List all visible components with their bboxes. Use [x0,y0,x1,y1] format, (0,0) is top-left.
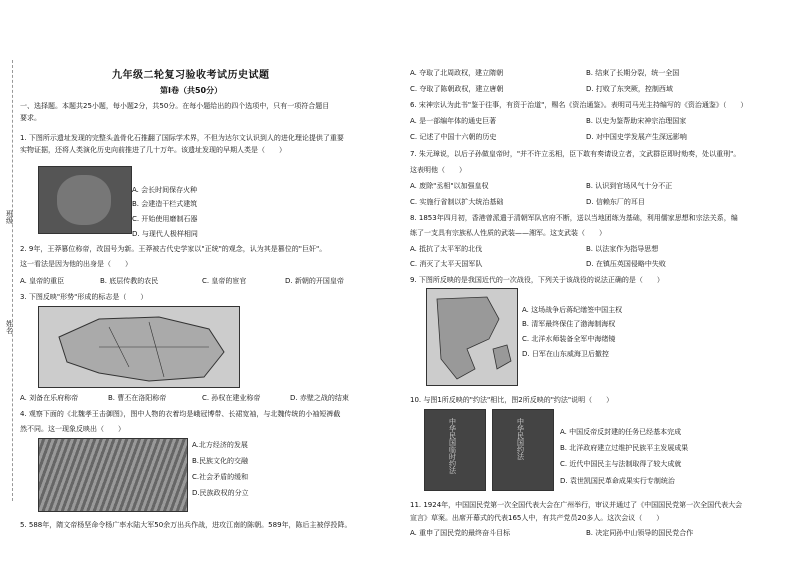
q5-option-a[interactable]: A. 夺取了北周政权，建立隋朝 [410,69,504,77]
q3-option-a[interactable]: A. 刘备在乐府称帝 [20,394,79,402]
q8-option-c[interactable]: C. 消灭了太平天国军队 [410,260,483,268]
q10-image-1-caption: 中华民国临时约法 [448,418,457,474]
q9-option-a[interactable]: A. 这场战争后蒋纪缮签中国主权 [522,306,623,314]
q7-stem-1: 7. 朱元璋说，以后子孙做皇帝时，"并不许立丞相，臣下敢有奏请设立者，文武群臣即时劾奏，处以重刑"。 [410,150,741,158]
q9-option-b[interactable]: B. 清军最终保住了渤海制海权 [522,320,616,328]
q6-option-b[interactable]: B. 以史为鉴帮助宋神宗治理国家 [586,117,687,125]
q2-stem-1: 2. 9年，王莽篡位称帝，改国号为新。王莽被古代史学家以"正统"的观念，认为其是篡位的"巨奸"。 [20,245,327,253]
q8-option-d[interactable]: D. 在镇压英国侵略中失败 [586,260,666,268]
q1-photo [38,166,132,234]
q5-option-b[interactable]: B. 结束了长期分裂，统一全国 [586,69,680,77]
q7-option-d[interactable]: D. 信赖东厂的耳目 [586,198,645,206]
q3-option-c[interactable]: C. 孙权在建业称帝 [202,394,261,402]
q4-stem-1: 4. 观察下面的《北魏孝王击御图》，图中人物的衣着均是峨冠博带、长裙宽袖，与北魏传统的小袖短裤截 [20,410,341,418]
q8-stem-1: 8. 1853年四月初，香港曾派遣于清朝军队官府不断，送以当地团练为基础，利用儒家思想和宗法关系，编 [410,214,738,222]
q5-stem: 5. 588年，隋文帝杨坚命令杨广率水陆大军50余万出兵作战，进攻江南的陈朝。589年，陈后主被俘投降。 [20,521,352,529]
q3-map [38,306,240,388]
q3-option-d[interactable]: D. 赤壁之战的结束 [290,394,349,402]
q1-option-a[interactable]: A. 会长时间保存火种 [132,186,198,194]
q4-stem-2: 然不同。这一现象反映出（ ） [20,425,125,433]
margin-label-name: 姓名 [5,320,14,334]
map-outline-icon [39,307,239,387]
q11-option-a[interactable]: A. 重申了国民党的最终奋斗目标 [410,529,511,537]
q10-stem: 10. 与图1所反映的"约法"相比，图2所反映的"约法"说明（ ） [410,396,614,404]
q1-stem-2: 实物证据，还将人类演化历史向前推进了几十万年。该遗址发现的早期人类是（ ） [20,146,286,154]
instructions-line-2: 要求。 [20,114,41,122]
section-heading: 第Ⅰ卷（共50分） [160,86,223,95]
q2-stem-2: 这一看法是因为他的出身是（ ） [20,260,132,268]
q10-image-2 [492,409,554,491]
q9-option-d[interactable]: D. 日军在山东威海卫后撤控 [522,350,609,358]
q5-option-d[interactable]: D. 打败了东突厥，控制西域 [586,85,673,93]
q4-painting [38,438,188,512]
q6-option-a[interactable]: A. 是一部编年体的通史巨著 [410,117,497,125]
q10-image-1 [424,409,486,491]
q10-option-d[interactable]: D. 袁世凯国民革命成果实行专制统治 [560,477,675,485]
right-page [410,0,782,561]
q8-stem-2: 练了一支具有宗族私人性质的武装——湘军。这支武装（ ） [410,229,606,237]
q3-stem: 3. 下图反映"形势"形成的标志是（ ） [20,293,148,301]
q8-option-a[interactable]: A. 抵抗了太平军的北伐 [410,245,483,253]
q4-option-b[interactable]: B.民族文化的交融 [192,457,249,465]
q7-option-c[interactable]: C. 实施行省制以扩大统治基础 [410,198,504,206]
q7-option-b[interactable]: B. 认识到官场风气十分不正 [586,182,673,190]
sea-battle-map-icon [427,289,517,385]
q4-option-a[interactable]: A.北方经济的发展 [192,441,248,449]
q6-option-d[interactable]: D. 对中国史学发展产生深远影响 [586,133,687,141]
instructions-line-1: 一、选择题。本题共25小题，每小题2分，共50分。在每小题给出的四个选项中，只有一项符合题目 [20,102,330,110]
q3-option-b[interactable]: B. 曹丕在洛阳称帝 [108,394,167,402]
exam-title: 九年级二轮复习验收考试历史试题 [112,70,270,81]
left-page [20,0,395,561]
q7-option-a[interactable]: A. 废除"丞相"以加强皇权 [410,182,489,190]
q11-option-b[interactable]: B. 决定同孙中山领导的国民党合作 [586,529,694,537]
q2-option-c[interactable]: C. 皇帝的宦官 [202,277,247,285]
q5-option-c[interactable]: C. 夺取了陈朝政权，建立唐朝 [410,85,504,93]
q11-stem-2: 宣言》草案。出席开幕式的代表165人中，有共产党员20多人。这次会议（ ） [410,514,664,522]
q1-option-d[interactable]: D. 与现代人极样相同 [132,230,198,238]
q10-option-a[interactable]: A. 中国反帝反封建的任务已经基本完成 [560,428,682,436]
q9-map [426,288,518,386]
margin-label-class: 班级 [5,210,14,224]
q10-option-c[interactable]: C. 近代中国民主与法制取得了较大成就 [560,460,682,468]
binding-margin [4,60,13,501]
q6-stem: 6. 宋神宗认为此书"鉴于往事，有资于治道"，赐名《资治通鉴》。表明司马光主持编写的《资治通鉴》（ ） [410,101,748,109]
q9-stem: 9. 下图所反映的是我国近代的一次战役，下列关于该战役的说法正确的是（ ） [410,276,664,284]
q1-option-b[interactable]: B. 会建造干栏式建筑 [132,200,198,208]
q2-option-d[interactable]: D. 新朝的开国皇帝 [285,277,344,285]
q1-option-c[interactable]: C. 开始使用磨制石器 [132,215,198,223]
q7-stem-2: 这表明他（ ） [410,166,466,174]
q10-image-2-caption: 中华民国约法 [516,418,525,460]
q2-option-a[interactable]: A. 皇帝的重臣 [20,277,65,285]
q4-option-c[interactable]: C.社会矛盾的缓和 [192,473,249,481]
q8-option-b[interactable]: B. 以法家作为指导思想 [586,245,659,253]
q2-option-b[interactable]: B. 底层传教的农民 [100,277,159,285]
q1-stem-1: 1. 下图所示遗址发现的完整头盖骨化石推翻了国际学术界，不但为达尔文认识到人的进化理论提供了重要 [20,134,344,142]
q11-stem-1: 11. 1924年，中国国民党第一次全国代表大会在广州举行，审议并通过了《中国国民党第一次全国代表大会 [410,501,743,509]
q6-option-c[interactable]: C. 记述了中国十六朝的历史 [410,133,497,141]
q9-option-c[interactable]: C. 北洋水师装备全军中海绪镜 [522,335,616,343]
q10-option-b[interactable]: B. 北洋政府建立过维护民族平主发展成果 [560,444,689,452]
q4-option-d[interactable]: D.民族政权的分立 [192,489,249,497]
